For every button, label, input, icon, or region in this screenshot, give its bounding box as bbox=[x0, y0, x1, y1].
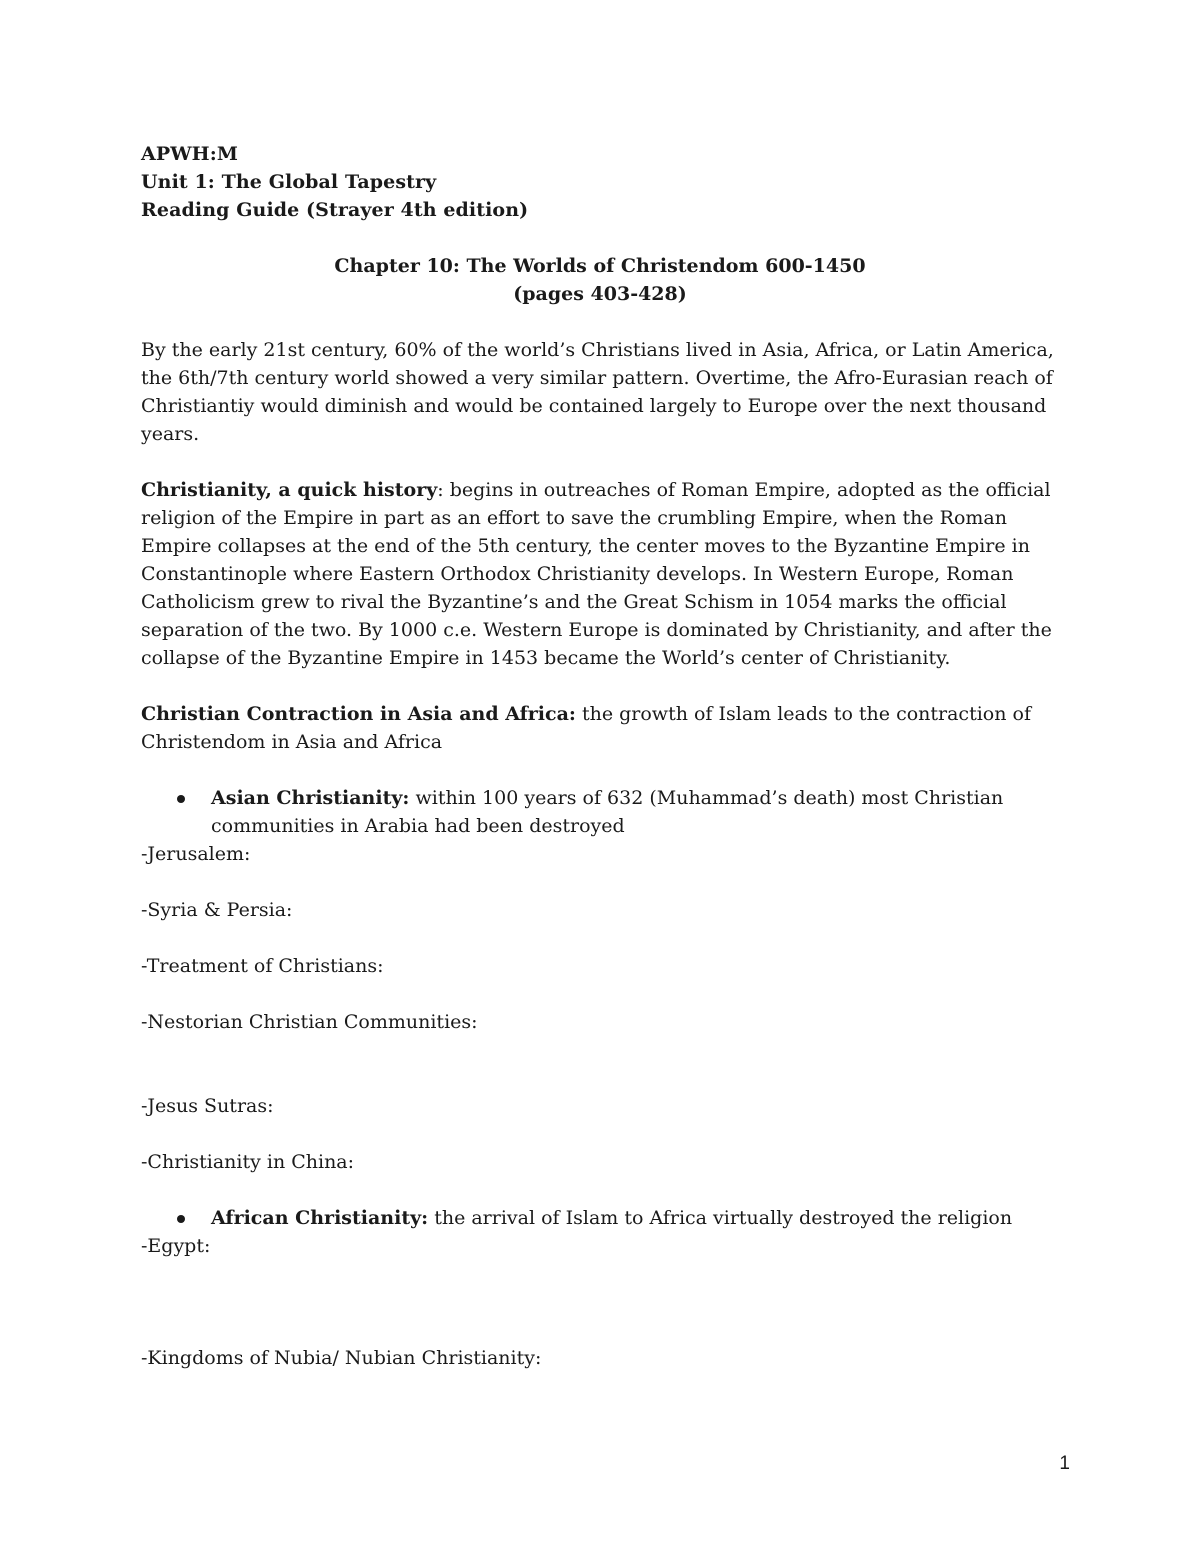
chapter-title: Chapter 10: The Worlds of Christendom 600-1450 bbox=[334, 255, 866, 277]
prompt-syria-persia: -Syria & Persia: bbox=[141, 899, 293, 921]
african-text: the arrival of Islam to Africa virtually destroyed the religion bbox=[428, 1207, 1013, 1229]
prompt-nubia: -Kingdoms of Nubia/ Nubian Christianity: bbox=[141, 1347, 542, 1369]
contraction-lead: Christian Contraction in Asia and Africa: bbox=[141, 703, 576, 725]
prompt-nestorian-communities: -Nestorian Christian Communities: bbox=[141, 1011, 478, 1033]
chapter-heading bbox=[141, 252, 1059, 308]
history-lead: Christianity, a quick history bbox=[141, 479, 438, 501]
guide-title: Reading Guide (Strayer 4th edition) bbox=[141, 199, 529, 221]
african-lead: African Christianity: bbox=[211, 1207, 429, 1229]
prompt-egypt: -Egypt: bbox=[141, 1235, 211, 1257]
contraction-text: the growth of Islam leads to the contraction of Christendom in Asia and Africa bbox=[141, 703, 1031, 753]
unit-title: Unit 1: The Global Tapestry bbox=[141, 171, 437, 193]
prompt-christianity-in-china: -Christianity in China: bbox=[141, 1151, 355, 1173]
bullet-african-christianity bbox=[141, 1204, 1059, 1232]
asian-text: within 100 years of 632 (Muhammad’s death) most Christian communities in Arabia had been destroyed bbox=[211, 787, 1004, 837]
asian-lead: Asian Christianity: bbox=[211, 787, 410, 809]
prompt-jesus-sutras: -Jesus Sutras: bbox=[141, 1095, 274, 1117]
page-number: 1 bbox=[1059, 1453, 1070, 1474]
history-text: : begins in outreaches of Roman Empire, adopted as the official religion of the Empire in part as an effort to save the crumbling Empire, when the Roman Empire collapses at the end of the 5th century, the center moves to the Byzantine Empire in Constantinople where Eastern Orthodox Christianity develops. In Western Europe, Roman Catholicism grew to rival the Byzantine’s and the Great Schism in 1054 marks the official separation of the two. By 1000 c.e. Western Europe is dominated by Christianity, and after the collapse of the Byzantine Empire in 1453 became the World’s center of Christianity. bbox=[141, 479, 1052, 669]
bullet-dot-icon bbox=[177, 795, 185, 803]
prompt-treatment-of-christians: -Treatment of Christians: bbox=[141, 955, 384, 977]
contraction-paragraph bbox=[141, 700, 1059, 756]
page-content bbox=[141, 140, 1059, 1372]
course-title: APWH:M bbox=[141, 143, 238, 165]
bullet-dot-icon bbox=[177, 1215, 185, 1223]
chapter-pages: (pages 403-428) bbox=[513, 283, 687, 305]
prompt-jerusalem: -Jerusalem: bbox=[141, 843, 251, 865]
intro-paragraph: By the early 21st century, 60% of the world’s Christians lived in Asia, Africa, or Latin America, the 6th/7th century world showed a very similar pattern. Overtime, the Afro-Eurasian reach of Christiantiy would diminish and would be contained largely to Europe over the next thousand years. bbox=[141, 339, 1054, 445]
history-paragraph bbox=[141, 476, 1059, 672]
bullet-asian-christianity bbox=[141, 784, 1059, 840]
